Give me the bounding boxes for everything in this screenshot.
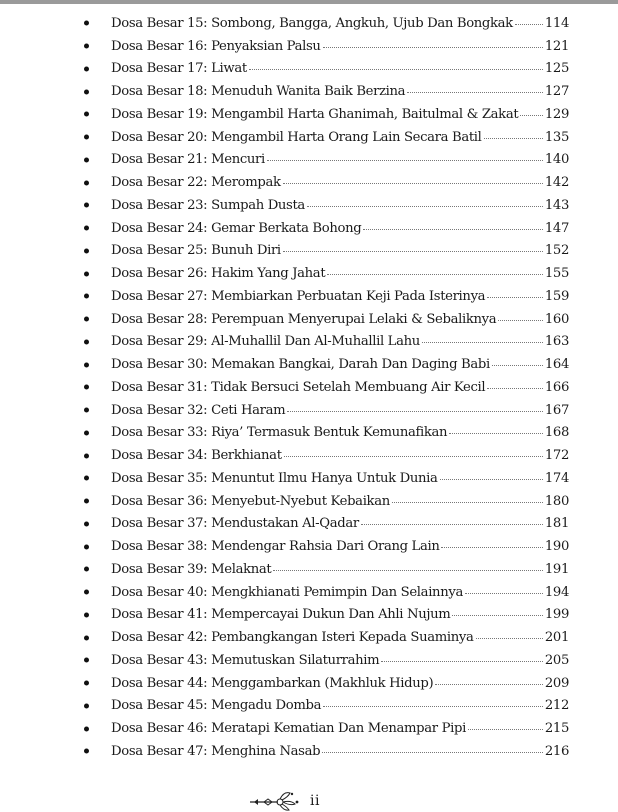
bullet-icon bbox=[84, 271, 89, 276]
toc-entry bbox=[0, 149, 618, 172]
toc-entry-page: 160 bbox=[544, 311, 569, 327]
bullet-icon bbox=[84, 44, 89, 49]
bullet-icon bbox=[84, 612, 89, 617]
bullet-icon bbox=[84, 521, 89, 526]
toc-entry bbox=[0, 717, 618, 740]
toc-entry-line bbox=[111, 539, 569, 554]
toc-entry bbox=[0, 240, 618, 263]
toc-entry bbox=[0, 467, 618, 490]
toc-entry-line bbox=[111, 107, 569, 122]
toc-entry-line bbox=[111, 243, 569, 258]
toc-entry-line bbox=[111, 471, 569, 486]
toc-entry bbox=[0, 444, 618, 467]
toc-entry-page: 143 bbox=[544, 197, 569, 213]
toc-entry-title: Dosa Besar 20: Mengambil Harta Orang Lain Secara Batil bbox=[111, 129, 482, 145]
toc-entry-page: 209 bbox=[544, 675, 569, 691]
toc-entry-line bbox=[111, 585, 569, 600]
table-of-contents bbox=[0, 12, 618, 763]
toc-entry-page: 199 bbox=[544, 607, 569, 623]
toc-entry bbox=[0, 672, 618, 695]
toc-entry-title: Dosa Besar 27: Membiarkan Perbuatan Keji Pada Isterinya bbox=[111, 288, 486, 304]
dot-leader bbox=[363, 229, 543, 230]
dot-leader bbox=[468, 729, 543, 730]
dot-leader bbox=[287, 411, 543, 412]
page-footer bbox=[250, 790, 320, 812]
toc-entry-line bbox=[111, 334, 569, 349]
dot-leader bbox=[249, 69, 543, 70]
toc-entry-title: Dosa Besar 43: Memutuskan Silaturrahim bbox=[111, 652, 380, 668]
toc-entry-line bbox=[111, 61, 569, 76]
toc-entry bbox=[0, 103, 618, 126]
bullet-icon bbox=[84, 21, 89, 26]
toc-entry-line bbox=[111, 653, 569, 668]
toc-entry bbox=[0, 740, 618, 763]
toc-entry-title: Dosa Besar 25: Bunuh Diri bbox=[111, 243, 281, 259]
dot-leader bbox=[520, 115, 543, 116]
toc-entry-page: 194 bbox=[544, 584, 569, 600]
bullet-icon bbox=[84, 703, 89, 708]
toc-entry-page: 201 bbox=[544, 630, 569, 646]
toc-entry-line bbox=[111, 698, 569, 713]
toc-entry-page: 212 bbox=[544, 698, 569, 714]
toc-entry-title: Dosa Besar 23: Sumpah Dusta bbox=[111, 197, 305, 213]
toc-entry-line bbox=[111, 130, 569, 145]
toc-entry bbox=[0, 285, 618, 308]
bullet-icon bbox=[84, 89, 89, 94]
toc-entry bbox=[0, 194, 618, 217]
toc-entry-line bbox=[111, 425, 569, 440]
toc-entry-title: Dosa Besar 30: Memakan Bangkai, Darah Dan Daging Babi bbox=[111, 357, 490, 373]
toc-entry-line bbox=[111, 676, 569, 691]
toc-entry-title: Dosa Besar 40: Mengkhianati Pemimpin Dan Selainnya bbox=[111, 584, 463, 600]
toc-entry-line bbox=[111, 403, 569, 418]
dot-leader bbox=[283, 251, 543, 252]
toc-entry bbox=[0, 308, 618, 331]
bullet-icon bbox=[84, 499, 89, 504]
bullet-icon bbox=[84, 362, 89, 367]
dot-leader bbox=[407, 92, 543, 93]
bullet-icon bbox=[84, 453, 89, 458]
toc-entry bbox=[0, 80, 618, 103]
toc-entry-page: 152 bbox=[544, 243, 569, 259]
toc-entry-page: 129 bbox=[544, 106, 569, 122]
toc-entry-line bbox=[111, 152, 569, 167]
toc-entry-title: Dosa Besar 21: Mencuri bbox=[111, 152, 265, 168]
toc-entry-line bbox=[111, 198, 569, 213]
bullet-icon bbox=[84, 430, 89, 435]
toc-entry-page: 174 bbox=[544, 470, 569, 486]
floral-ornament-icon bbox=[250, 790, 306, 812]
toc-entry bbox=[0, 262, 618, 285]
toc-entry-page: 168 bbox=[544, 425, 569, 441]
toc-entry-line bbox=[111, 289, 569, 304]
dot-leader bbox=[381, 661, 543, 662]
dot-leader bbox=[487, 388, 543, 389]
toc-entry-line bbox=[111, 221, 569, 236]
dot-leader bbox=[323, 47, 543, 48]
dot-leader bbox=[284, 456, 543, 457]
bullet-icon bbox=[84, 749, 89, 754]
bullet-icon bbox=[84, 112, 89, 117]
dot-leader bbox=[327, 274, 543, 275]
toc-entry-title: Dosa Besar 24: Gemar Berkata Bohong bbox=[111, 220, 362, 236]
toc-entry-title: Dosa Besar 47: Menghina Nasab bbox=[111, 743, 321, 759]
toc-entry-line bbox=[111, 175, 569, 190]
toc-entry-title: Dosa Besar 45: Mengadu Domba bbox=[111, 698, 322, 714]
toc-entry bbox=[0, 626, 618, 649]
toc-entry bbox=[0, 353, 618, 376]
bullet-icon bbox=[84, 294, 89, 299]
bullet-icon bbox=[84, 681, 89, 686]
toc-entry-line bbox=[111, 312, 569, 327]
toc-entry-page: 125 bbox=[544, 61, 569, 77]
toc-entry-line bbox=[111, 357, 569, 372]
toc-entry-title: Dosa Besar 28: Perempuan Menyerupai Lelaki & Sebaliknya bbox=[111, 311, 497, 327]
bullet-icon bbox=[84, 658, 89, 663]
dot-leader bbox=[492, 365, 543, 366]
toc-entry bbox=[0, 695, 618, 718]
toc-entry-page: 205 bbox=[544, 652, 569, 668]
toc-entry-title: Dosa Besar 33: Riya’ Termasuk Bentuk Kemunafikan bbox=[111, 425, 448, 441]
toc-entry-line bbox=[111, 721, 569, 736]
toc-entry bbox=[0, 558, 618, 581]
dot-leader bbox=[476, 638, 543, 639]
toc-entry-page: 159 bbox=[544, 288, 569, 304]
bullet-icon bbox=[84, 180, 89, 185]
toc-entry bbox=[0, 604, 618, 627]
toc-entry bbox=[0, 12, 618, 35]
toc-entry-line bbox=[111, 562, 569, 577]
bullet-icon bbox=[84, 66, 89, 71]
dot-leader bbox=[452, 615, 543, 616]
toc-entry bbox=[0, 399, 618, 422]
toc-entry-page: 147 bbox=[544, 220, 569, 236]
dot-leader bbox=[283, 183, 543, 184]
toc-entry-page: 215 bbox=[544, 721, 569, 737]
toc-entry-line bbox=[111, 39, 569, 54]
dot-leader bbox=[487, 297, 543, 298]
toc-entry-page: 142 bbox=[544, 175, 569, 191]
dot-leader bbox=[307, 206, 543, 207]
toc-entry-line bbox=[111, 607, 569, 622]
dot-leader bbox=[392, 502, 543, 503]
dot-leader bbox=[440, 479, 543, 480]
toc-entry-line bbox=[111, 448, 569, 463]
toc-entry-page: 163 bbox=[544, 334, 569, 350]
dot-leader bbox=[449, 433, 543, 434]
toc-entry-page: 164 bbox=[544, 357, 569, 373]
toc-entry-line bbox=[111, 16, 569, 31]
toc-entry-page: 181 bbox=[544, 516, 569, 532]
top-rule bbox=[0, 0, 618, 4]
bullet-icon bbox=[84, 408, 89, 413]
bullet-icon bbox=[84, 317, 89, 322]
toc-entry bbox=[0, 513, 618, 536]
toc-entry-title: Dosa Besar 39: Melaknat bbox=[111, 561, 272, 577]
toc-entry-line bbox=[111, 516, 569, 531]
toc-entry-title: Dosa Besar 35: Menuntut Ilmu Hanya Untuk Dunia bbox=[111, 470, 438, 486]
toc-entry-title: Dosa Besar 44: Menggambarkan (Makhluk Hidup) bbox=[111, 675, 434, 691]
bullet-icon bbox=[84, 203, 89, 208]
dot-leader bbox=[498, 320, 543, 321]
toc-entry bbox=[0, 217, 618, 240]
toc-entry-page: 121 bbox=[544, 38, 569, 54]
bullet-icon bbox=[84, 157, 89, 162]
dot-leader bbox=[361, 524, 543, 525]
toc-entry bbox=[0, 376, 618, 399]
toc-entry-title: Dosa Besar 34: Berkhianat bbox=[111, 448, 282, 464]
bullet-icon bbox=[84, 476, 89, 481]
toc-entry-title: Dosa Besar 15: Sombong, Bangga, Angkuh, Ujub Dan Bongkak bbox=[111, 15, 513, 31]
toc-entry-title: Dosa Besar 42: Pembangkangan Isteri Kepada Suaminya bbox=[111, 630, 474, 646]
toc-entry-title: Dosa Besar 46: Meratapi Kematian Dan Menampar Pipi bbox=[111, 721, 466, 737]
toc-entry-title: Dosa Besar 16: Penyaksian Palsu bbox=[111, 38, 321, 54]
dot-leader bbox=[441, 547, 542, 548]
toc-entry-line bbox=[111, 266, 569, 281]
toc-entry bbox=[0, 35, 618, 58]
bullet-icon bbox=[84, 590, 89, 595]
bullet-icon bbox=[84, 248, 89, 253]
toc-entry-page: 140 bbox=[544, 152, 569, 168]
bullet-icon bbox=[84, 339, 89, 344]
toc-entry-title: Dosa Besar 22: Merompak bbox=[111, 175, 281, 191]
toc-entry-page: 172 bbox=[544, 448, 569, 464]
bullet-icon bbox=[84, 726, 89, 731]
page-number: ii bbox=[310, 793, 320, 809]
toc-entry bbox=[0, 171, 618, 194]
bullet-icon bbox=[84, 635, 89, 640]
toc-entry-title: Dosa Besar 18: Menuduh Wanita Baik Berzina bbox=[111, 84, 406, 100]
toc-entry bbox=[0, 422, 618, 445]
bullet-icon bbox=[84, 567, 89, 572]
toc-entry-title: Dosa Besar 29: Al-Muhallil Dan Al-Muhallil Lahu bbox=[111, 334, 420, 350]
bullet-icon bbox=[84, 385, 89, 390]
bullet-icon bbox=[84, 226, 89, 231]
dot-leader bbox=[484, 138, 543, 139]
bullet-icon bbox=[84, 135, 89, 140]
toc-entry-title: Dosa Besar 32: Ceti Haram bbox=[111, 402, 286, 418]
toc-entry-line bbox=[111, 494, 569, 509]
toc-entry bbox=[0, 581, 618, 604]
toc-entry-title: Dosa Besar 37: Mendustakan Al-Qadar bbox=[111, 516, 359, 532]
toc-entry-line bbox=[111, 380, 569, 395]
dot-leader bbox=[422, 342, 543, 343]
toc-entry bbox=[0, 331, 618, 354]
toc-entry-page: 155 bbox=[544, 266, 569, 282]
toc-entry-page: 114 bbox=[544, 15, 569, 31]
toc-entry-line bbox=[111, 84, 569, 99]
bullet-icon bbox=[84, 544, 89, 549]
toc-entry-page: 190 bbox=[544, 539, 569, 555]
dot-leader bbox=[322, 752, 543, 753]
toc-entry-title: Dosa Besar 19: Mengambil Harta Ghanimah, Baitulmal & Zakat bbox=[111, 106, 519, 122]
toc-entry bbox=[0, 535, 618, 558]
toc-entry-page: 180 bbox=[544, 493, 569, 509]
toc-entry-title: Dosa Besar 31: Tidak Bersuci Setelah Membuang Air Kecil bbox=[111, 379, 486, 395]
dot-leader bbox=[435, 684, 543, 685]
toc-entry-title: Dosa Besar 41: Mempercayai Dukun Dan Ahli Nujum bbox=[111, 607, 451, 623]
toc-entry-title: Dosa Besar 26: Hakim Yang Jahat bbox=[111, 266, 326, 282]
toc-entry bbox=[0, 58, 618, 81]
dot-leader bbox=[515, 24, 543, 25]
toc-entry bbox=[0, 126, 618, 149]
toc-entry bbox=[0, 490, 618, 513]
toc-entry-page: 127 bbox=[544, 84, 569, 100]
dot-leader bbox=[267, 160, 543, 161]
toc-entry-title: Dosa Besar 38: Mendengar Rahsia Dari Orang Lain bbox=[111, 539, 440, 555]
dot-leader bbox=[273, 570, 543, 571]
dot-leader bbox=[323, 706, 543, 707]
dot-leader bbox=[465, 593, 543, 594]
toc-entry-line bbox=[111, 744, 569, 759]
toc-entry-page: 191 bbox=[544, 561, 569, 577]
toc-entry-page: 167 bbox=[544, 402, 569, 418]
toc-entry-title: Dosa Besar 17: Liwat bbox=[111, 61, 247, 77]
toc-entry bbox=[0, 649, 618, 672]
toc-entry-title: Dosa Besar 36: Menyebut-Nyebut Kebaikan bbox=[111, 493, 390, 509]
toc-entry-line bbox=[111, 630, 569, 645]
toc-entry-page: 135 bbox=[544, 129, 569, 145]
toc-entry-page: 166 bbox=[544, 379, 569, 395]
toc-entry-page: 216 bbox=[544, 743, 569, 759]
